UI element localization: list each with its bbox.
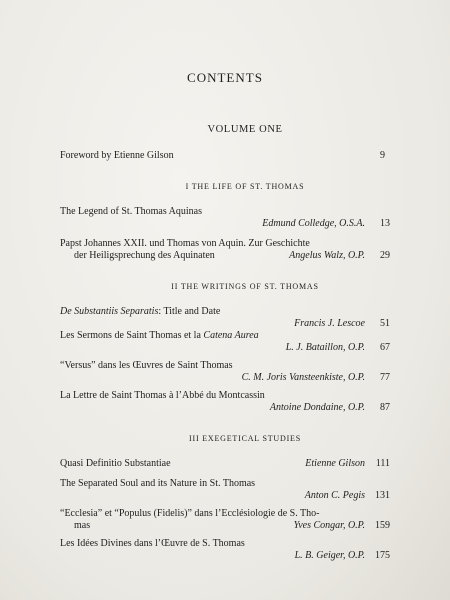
entry-author: Anton C. Pegis: [304, 490, 365, 501]
toc-entry: [60, 538, 390, 562]
page-number: 9: [380, 150, 385, 161]
page-number: 77: [380, 372, 390, 383]
entry-author: C. M. Joris Vansteenkiste, O.P.: [241, 372, 365, 383]
entry-author: Yves Congar, O.P.: [293, 520, 365, 531]
toc-entry: [60, 206, 390, 230]
entry-author: L. J. Bataillon, O.P.: [285, 342, 365, 353]
toc-entry-foreword: [60, 150, 390, 162]
toc-entry: [60, 478, 390, 502]
toc-entry: [60, 458, 390, 470]
section-heading: III EXEGETICAL STUDIES: [189, 434, 301, 443]
entry-title: Les Idées Divines dans l’Œuvre de S. Thomas: [60, 538, 245, 549]
entry-title: The Separated Soul and its Nature in St. Thomas: [60, 478, 256, 489]
toc-entry: [60, 330, 390, 354]
toc-entry: [60, 306, 390, 330]
entry-author: Angelus Walz, O.P.: [289, 250, 365, 261]
entry-title-line1: “Ecclesia” et “Populus (Fidelis)” dans l’Ecclésiologie de S. Tho-: [60, 508, 320, 519]
entry-title: The Legend of St. Thomas Aquinas: [60, 206, 203, 217]
volume-heading: VOLUME ONE: [207, 124, 283, 135]
page-number: 67: [380, 342, 390, 353]
entry-title: “Versus” dans les Œuvres de Saint Thomas: [60, 360, 233, 371]
entry-title-italic: Catena Aurea: [203, 330, 259, 341]
entry-title: Foreword by Etienne Gilson: [60, 150, 174, 161]
entry-title: La Lettre de Saint Thomas à l’Abbé du Montcassin: [60, 390, 265, 401]
page-number: 29: [380, 250, 390, 261]
entry-author: L. B. Geiger, O.P.: [294, 550, 365, 561]
section-heading: I THE LIFE OF ST. THOMAS: [185, 182, 305, 191]
entry-title: : Title and Date: [158, 306, 221, 317]
page-number: 175: [375, 550, 390, 561]
entry-author: Etienne Gilson: [305, 458, 365, 469]
toc-entry: [60, 360, 390, 384]
page-number: 51: [380, 318, 390, 329]
entry-title-line1: Papst Johannes XXII. und Thomas von Aquin. Zur Geschichte: [60, 238, 310, 249]
toc-entry: [60, 390, 390, 414]
entry-title-italic: De Substantiis Separatis: [60, 306, 159, 317]
page-number: 111: [375, 458, 390, 469]
entry-title: Les Sermons de Saint Thomas et la: [60, 330, 204, 341]
entry-author: Antoine Dondaine, O.P.: [269, 402, 365, 413]
entry-title-line2: der Heiligsprechung des Aquinaten: [74, 250, 215, 261]
page-number: 131: [375, 490, 390, 501]
entry-title-line2: mas: [74, 520, 91, 531]
section-heading: II THE WRITINGS OF ST. THOMAS: [171, 282, 319, 291]
entry-author: Edmund Colledge, O.S.A.: [262, 218, 365, 229]
entry-title: Quasi Definitio Substantiae: [60, 458, 171, 469]
entry-author: Francis J. Lescoe: [294, 318, 365, 329]
page-number: 13: [380, 218, 390, 229]
page-number: 87: [380, 402, 390, 413]
page-title: CONTENTS: [187, 70, 263, 85]
page-number: 159: [375, 520, 390, 531]
toc-entry: [60, 508, 390, 532]
toc-entry: [60, 238, 390, 262]
